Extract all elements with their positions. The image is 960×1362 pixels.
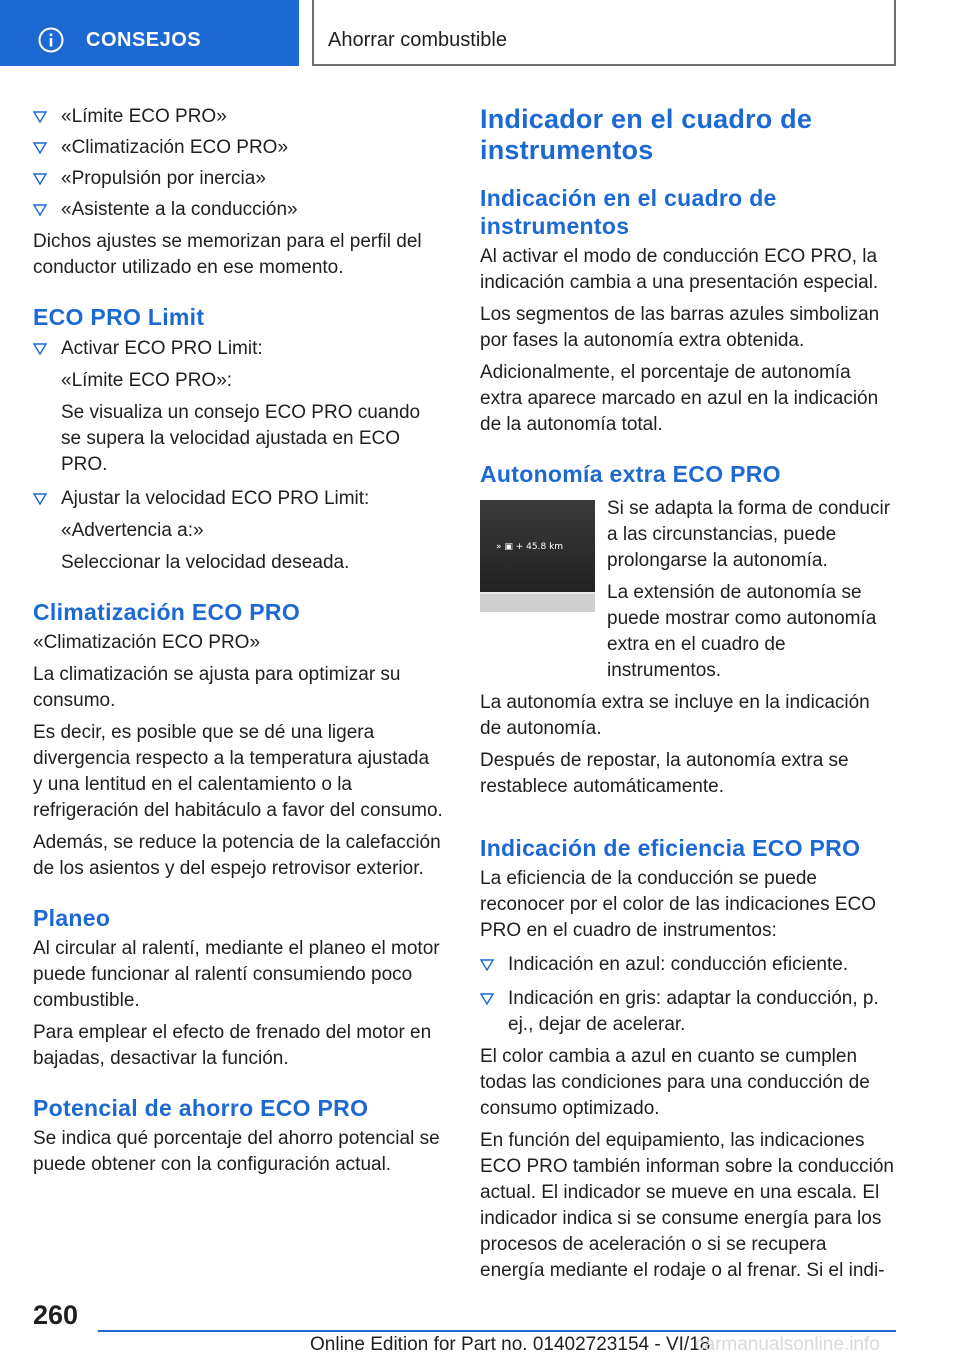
heading-climatizacion: Climatización ECO PRO — [33, 599, 301, 625]
fuel-pump-icon: ▣ — [504, 542, 513, 552]
list-item — [33, 197, 443, 223]
list-item — [33, 104, 443, 130]
triangle-bullet-icon — [480, 992, 494, 1006]
triangle-bullet-icon — [33, 492, 47, 506]
paragraph: La climatización se ajusta para optimizar su consumo. — [33, 664, 401, 711]
main-heading: Indicador en el cuadro de instrumentos — [480, 104, 813, 165]
paragraph: Se indica qué porcentaje del ahorro potencial se puede obtener con la configuración actual. — [33, 1128, 440, 1175]
triangle-bullet-icon — [33, 342, 47, 356]
list-item-text: «Límite ECO PRO» — [61, 106, 227, 127]
page-number: 260 — [33, 1300, 79, 1330]
range-readout — [496, 534, 563, 560]
heading-indicacion: Indicación en el cuadro de instrumentos — [480, 185, 777, 239]
figure-row — [480, 496, 896, 684]
list-item-detail: Se visualiza un consejo ECO PRO cuando se supera la velocidad ajustada en ECO PRO. — [61, 402, 421, 475]
paragraph: Además, se reduce la potencia de la calefacción de los asientos y del espejo retrovisor exterior. — [33, 832, 441, 879]
intro-paragraph: Dichos ajustes se memorizan para el perfil del conductor utilizado en ese momento. — [33, 231, 422, 278]
chevrons-icon: » — [496, 542, 502, 552]
list-item — [480, 952, 896, 978]
paragraph: «Climatización ECO PRO» — [33, 632, 261, 653]
heading-autonomia-extra: Autonomía extra ECO PRO — [480, 461, 781, 487]
list-item — [33, 336, 443, 478]
paragraph: La autonomía extra se incluye en la indicación de autonomía. — [480, 692, 870, 739]
footer-rule — [98, 1330, 896, 1332]
instrument-cluster-image — [480, 500, 595, 612]
paragraph: Al activar el modo de conducción ECO PRO, la indicación cambia a una presentación especial. — [480, 246, 879, 293]
list-item-text: «Climatización ECO PRO» — [61, 137, 289, 158]
paragraph: En función del equipamiento, las indicaciones ECO PRO también informan sobre la conducción actual. El indicador se mueve en una escala. El indicador indica si se consume energía para los procesos de aceleración o si se recupera energía mediante el rodaje o al frenar. Si el indi- — [480, 1130, 894, 1281]
paragraph: El color cambia a azul en cuanto se cumplen todas las condiciones para una conducción de consumo optimizado. — [480, 1046, 870, 1119]
paragraph: Adicionalmente, el porcentaje de autonomía extra aparece marcado en azul en la indicación de la autonomía total. — [480, 362, 879, 435]
list-item-text: «Asistente a la conducción» — [61, 199, 298, 220]
section-label: CONSEJOS — [86, 29, 202, 51]
right-column — [480, 96, 896, 1284]
info-icon — [38, 27, 64, 53]
heading-planeo: Planeo — [33, 905, 111, 931]
left-column — [33, 96, 443, 1178]
triangle-bullet-icon — [33, 203, 47, 217]
heading-eficiencia: Indicación de eficiencia ECO PRO — [480, 835, 861, 861]
paragraph: Es decir, es posible que se dé una ligera divergencia respecto a la temperatura ajustada y una lentitud en el calentamiento o la refrigeración del habitáculo a favor del consumo. — [33, 722, 443, 821]
list-item-text: Activar ECO PRO Limit: — [61, 338, 263, 359]
list-item — [33, 486, 443, 576]
paragraph: La extensión de autonomía se puede mostrar como autonomía extra en el cuadro de instrumentos. — [607, 582, 877, 681]
list-item-text: Indicación en azul: conducción eficiente. — [508, 954, 849, 975]
page-header — [0, 0, 960, 66]
heading-potencial-ahorro: Potencial de ahorro ECO PRO — [33, 1095, 369, 1121]
list-item-text: Indicación en gris: adaptar la conducción, p. ej., dejar de acelerar. — [508, 988, 879, 1035]
cluster-bezel — [480, 594, 595, 612]
section-tab — [0, 0, 299, 66]
triangle-bullet-icon — [33, 141, 47, 155]
paragraph: Al circular al ralentí, mediante el planeo el motor puede funcionar al ralentí consumiendo poco combustible. — [33, 938, 440, 1011]
triangle-bullet-icon — [33, 110, 47, 124]
list-item — [33, 135, 443, 161]
triangle-bullet-icon — [480, 958, 494, 972]
list-item-text: «Propulsión por inercia» — [61, 168, 266, 189]
list-item-detail: «Límite ECO PRO»: — [61, 370, 233, 391]
edition-note: Online Edition for Part no. 01402723154 - VI/18 — [310, 1334, 711, 1355]
paragraph: Si se adapta la forma de conducir a las circunstancias, puede prolongarse la autonomía. — [607, 498, 891, 571]
range-value: + 45.8 km — [515, 542, 564, 552]
paragraph: Después de repostar, la autonomía extra se restablece automáticamente. — [480, 750, 849, 797]
list-item-detail: Seleccionar la velocidad deseada. — [61, 552, 350, 573]
list-item — [33, 166, 443, 192]
heading-eco-pro-limit: ECO PRO Limit — [33, 304, 205, 330]
paragraph: Para emplear el efecto de frenado del motor en bajadas, desactivar la función. — [33, 1022, 432, 1069]
paragraph: Los segmentos de las barras azules simbolizan por fases la autonomía extra obtenida. — [480, 304, 880, 351]
chapter-title: Ahorrar combustible — [328, 29, 507, 51]
list-item — [480, 986, 896, 1038]
watermark: carmanualsonline.info — [695, 1334, 880, 1355]
chapter-box — [312, 0, 896, 66]
list-item-detail: «Advertencia a:» — [61, 520, 204, 541]
cluster-screen — [480, 500, 595, 592]
paragraph: La eficiencia de la conducción se puede reconocer por el color de las indicaciones ECO PRO en el cuadro de instrumentos: — [480, 868, 877, 941]
list-item-text: Ajustar la velocidad ECO PRO Limit: — [61, 488, 370, 509]
triangle-bullet-icon — [33, 172, 47, 186]
